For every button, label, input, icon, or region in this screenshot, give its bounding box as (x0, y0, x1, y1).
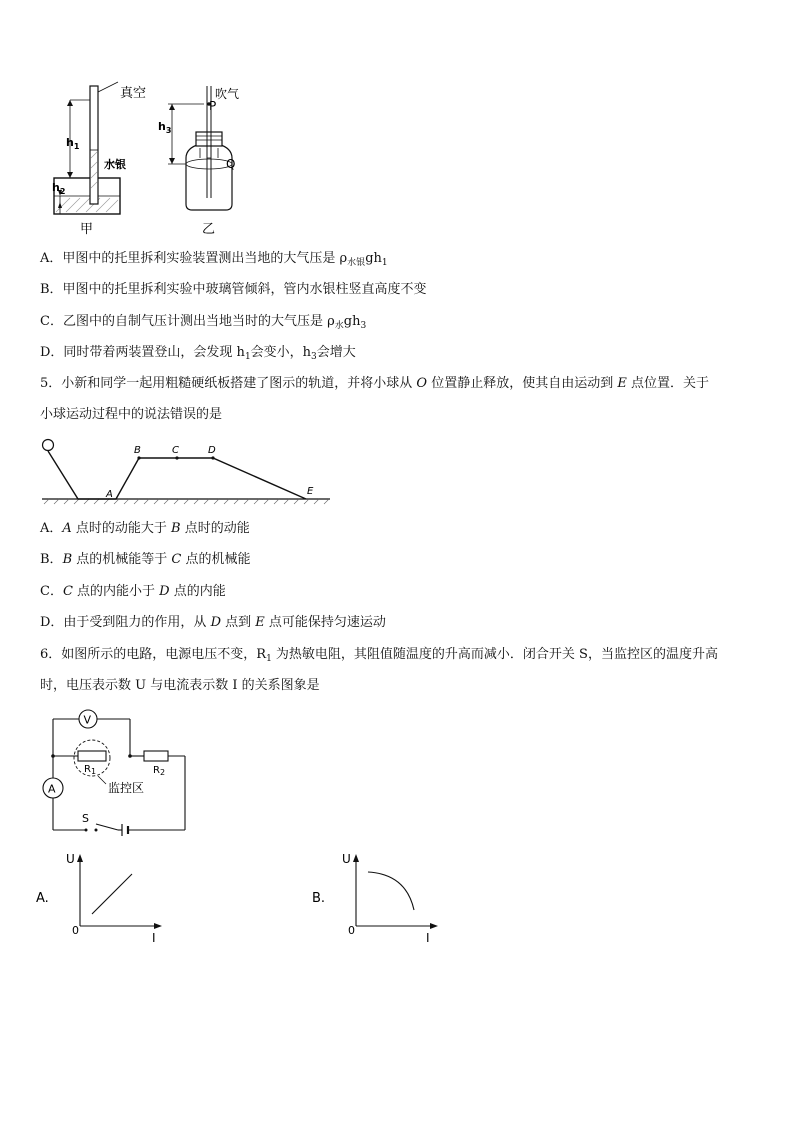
q5-option-a: A．A 点时的动能大于 B 点时的动能 (40, 521, 250, 536)
yi-label: 乙 (202, 222, 216, 237)
q5-option-b: B．B 点的机械能等于 C 点的机械能 (40, 552, 251, 567)
graph-b-i-label: I (426, 931, 430, 945)
graph-b-svg (312, 848, 452, 948)
graph-a-svg (36, 848, 176, 948)
graph-a-origin-label: 0 (72, 924, 79, 937)
r1-label: $R_1$ (84, 764, 97, 776)
figure-circuit (38, 706, 198, 836)
switch-label: S (82, 812, 89, 825)
vacuum-label: 真空 (120, 86, 147, 101)
graph-a-u-label: U (66, 852, 75, 866)
point-e-label: E (307, 486, 314, 497)
q4-option-c: C．乙图中的自制气压计测出当地当时的大气压是 $\rho_水gh_3$ (40, 314, 367, 331)
graph-b-origin-label: 0 (348, 924, 355, 937)
point-q-label: Q (226, 157, 236, 171)
point-b-label: B (134, 445, 141, 456)
graph-a-option-label: A. (36, 891, 49, 906)
graph-a-curve (92, 874, 132, 914)
r2-label: $R_2$ (153, 765, 166, 777)
point-c-label: C (172, 445, 179, 456)
graph-b-curve (368, 872, 414, 910)
mercury-label: 水银 (104, 158, 126, 171)
point-a-label: A (106, 489, 113, 500)
graph-option-b (312, 848, 452, 948)
r2-resistor (144, 751, 168, 761)
q6-stem-line2: 时，电压表示数 U 与电流表示数 I 的关系图象是 (40, 678, 320, 693)
graph-b-option-label: B. (312, 891, 326, 906)
monitoring-zone-label: 监控区 (108, 781, 145, 795)
circuit-svg (38, 706, 198, 836)
q4-option-b: B．甲图中的托里拆利实验中玻璃管倾斜，管内水银柱竖直高度不变 (40, 282, 427, 297)
figure-track (38, 436, 338, 508)
q5-stem-line1: 5．小新和同学一起用粗糙硬纸板搭建了图示的轨道，并将小球从 O 位置静止释放，使其自由运动到 E 点位置．关于 (40, 376, 709, 391)
ball (43, 440, 54, 451)
jia-label: 甲 (80, 222, 94, 237)
point-p-label: P (209, 99, 217, 113)
figure-barometers (40, 78, 270, 238)
bottle-barometer (168, 86, 232, 210)
q4-option-d: D．同时带着两装置登山，会发现 $h_1$会变小，$h_3$会增大 (40, 345, 356, 362)
point-d-label: D (208, 445, 216, 456)
q4-option-a: A．甲图中的托里拆利实验装置测出当地的大气压是 $\rho_{水银}gh_1$ (40, 251, 388, 268)
r1-resistor (78, 751, 106, 761)
q5-option-c: C．C 点的内能小于 D 点的内能 (40, 584, 226, 599)
ammeter-label: A (48, 782, 56, 796)
h1-label: $h_1$ (66, 136, 80, 151)
h3-label: $h_3$ (158, 120, 172, 135)
track-svg (38, 436, 338, 508)
barometers-svg (40, 78, 270, 238)
q6-stem-line1: 6．如图所示的电路，电源电压不变，$R_1$ 为热敏电阻，其阻值随温度的升高而减小．闭合开关 S，当监控区的温度升高 (40, 647, 718, 664)
q5-option-d: D．由于受到阻力的作用，从 D 点到 E 点可能保持匀速运动 (40, 615, 386, 630)
blow-label: 吹气 (215, 87, 240, 101)
h2-label: $h_2$ (52, 181, 66, 196)
graph-b-u-label: U (342, 852, 351, 866)
q5-stem-line2: 小球运动过程中的说法错误的是 (40, 407, 223, 422)
graph-a-i-label: I (152, 931, 156, 945)
graph-option-a (36, 848, 176, 948)
voltmeter-label: V (83, 713, 92, 727)
